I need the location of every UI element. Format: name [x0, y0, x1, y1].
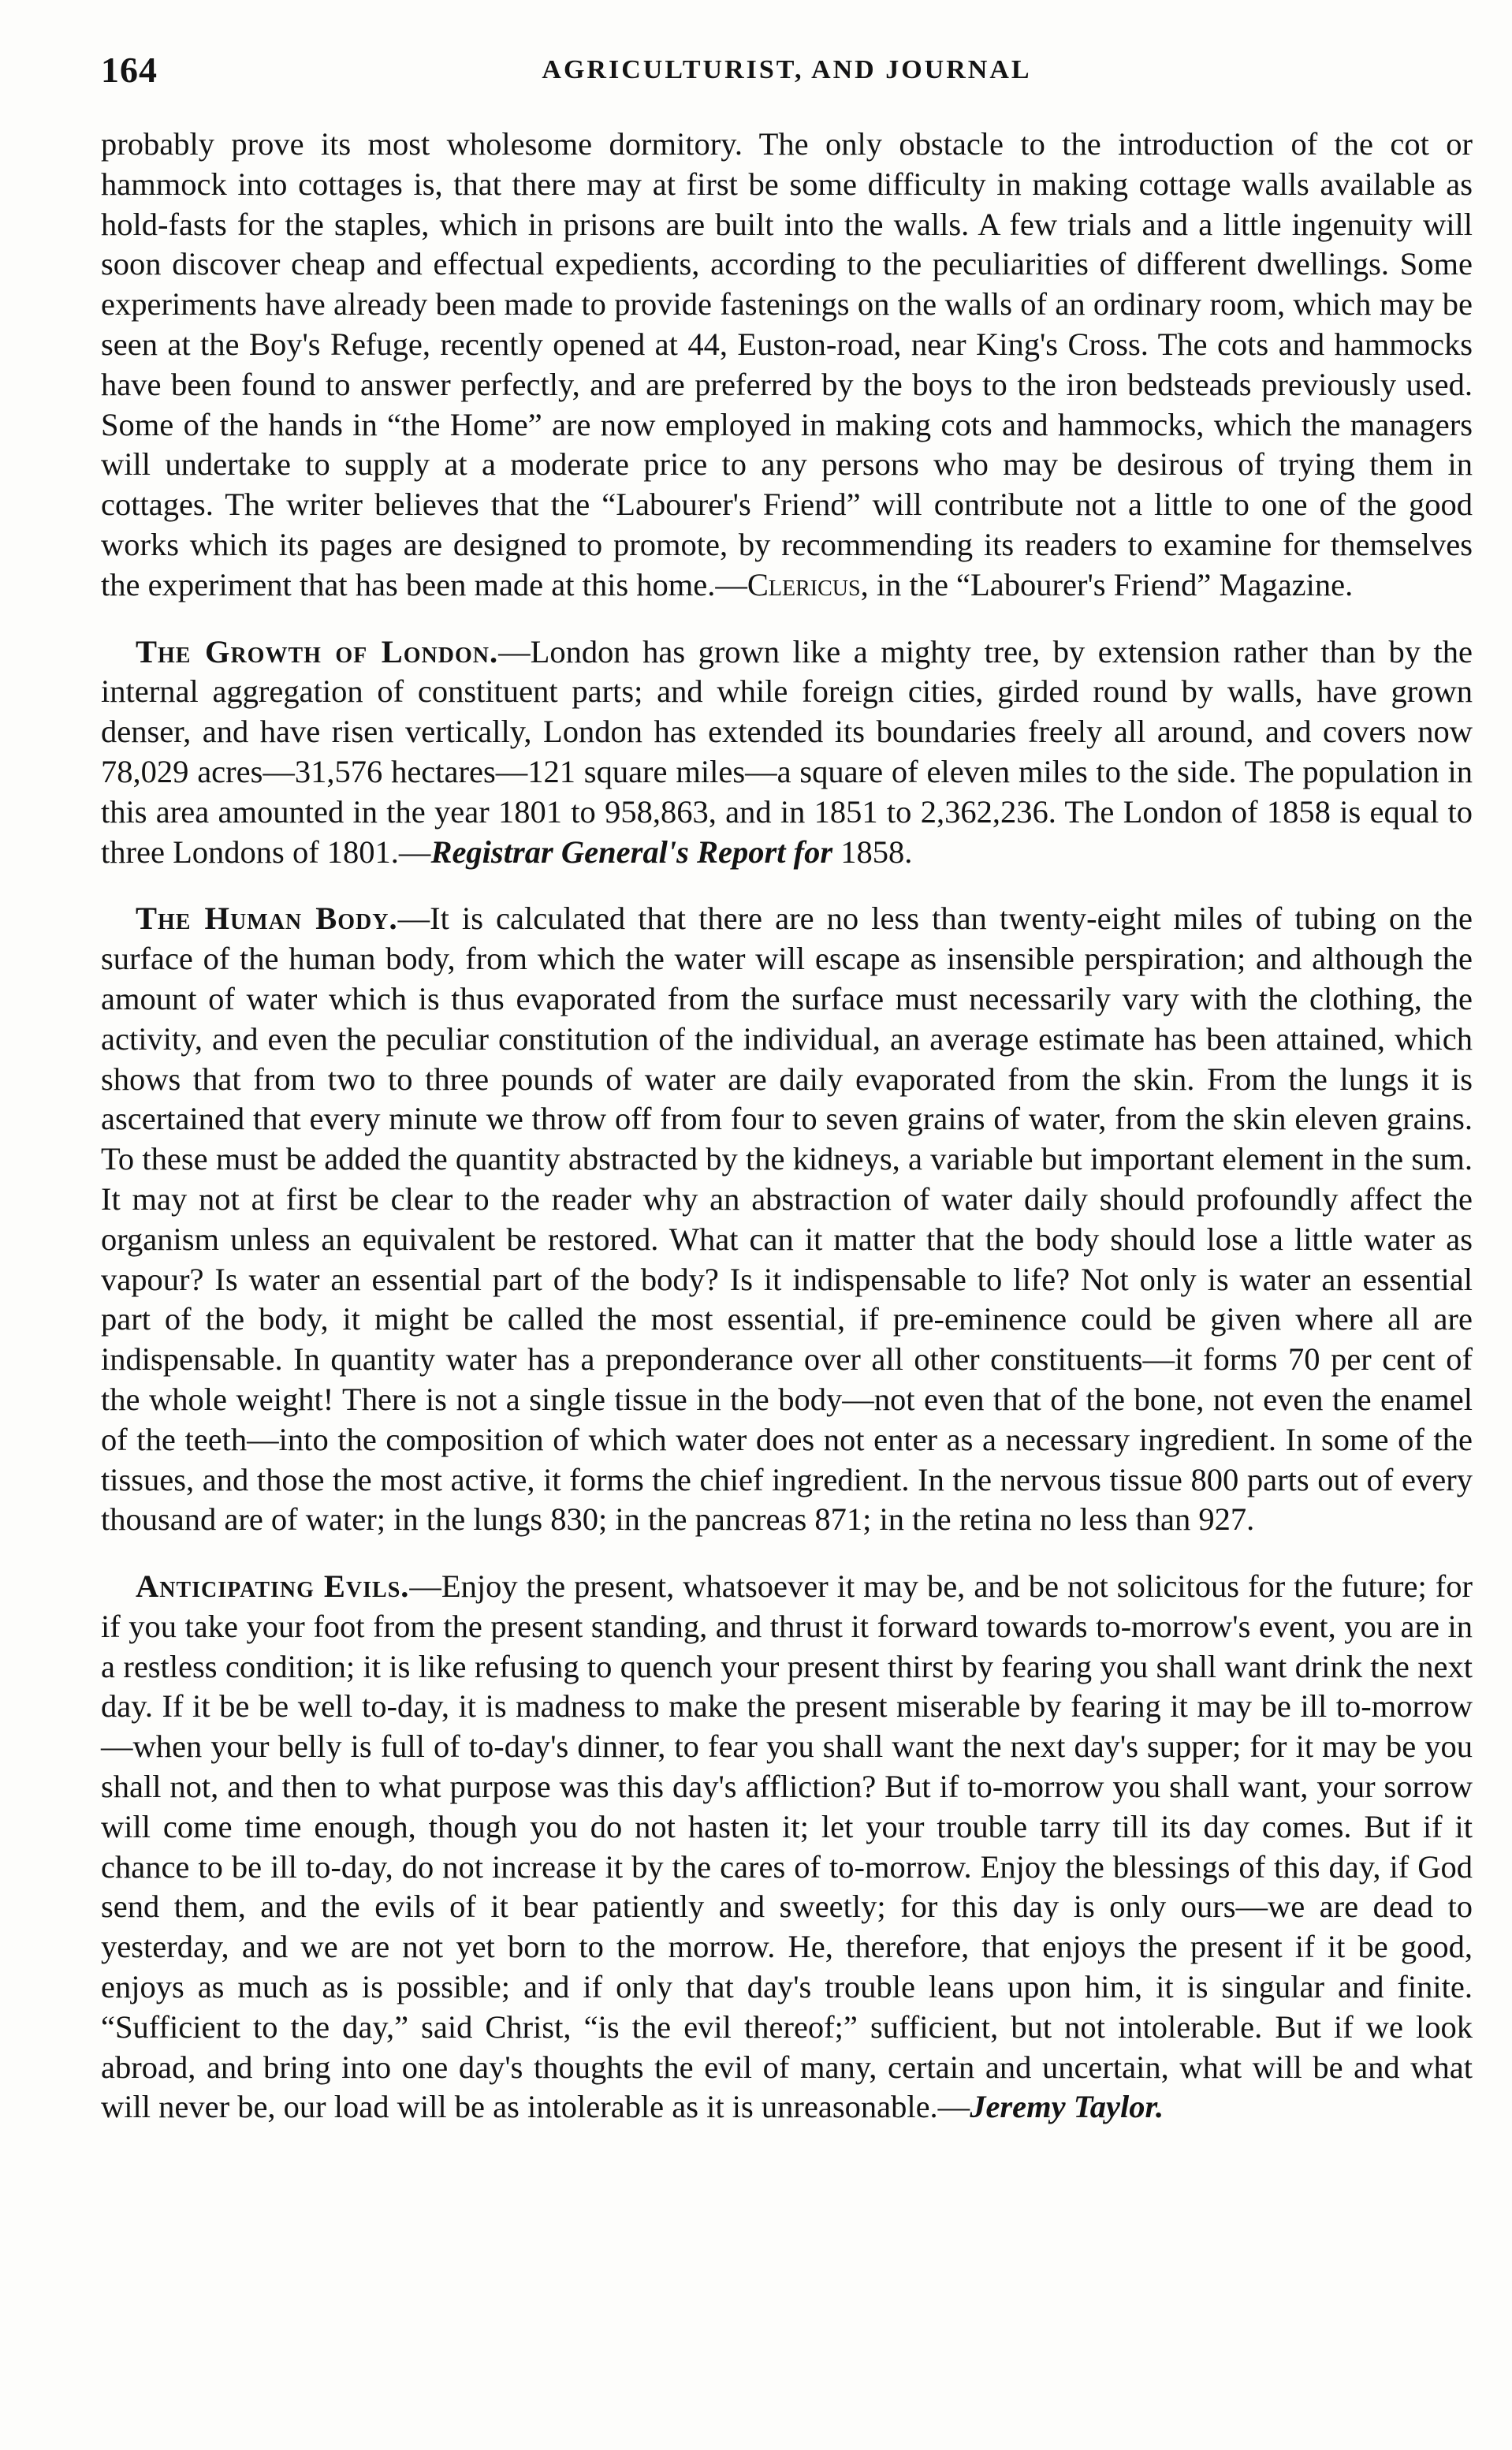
page-header — [101, 49, 1473, 96]
page-number: 164 — [101, 50, 158, 90]
article-source: Registrar General's Report for — [430, 833, 833, 870]
page-body — [101, 125, 1473, 2127]
article-body: —London has grown like a mighty tree, by extension rather than by the internal aggregation of constituent parts; and while foreign cities, girded round by walls, have grown denser, and have risen vertically, London has extended its boundaries freely all around, and covers now 78,029 acres—31,576 hectares—121 square miles—a square of eleven miles to the side. The population in this area amounted in the year 1801 to 958,863, and in 1851 to 2,362,236. The London of 1858 is equal to three Londons of 1801.— — [101, 633, 1473, 870]
running-title: AGRICULTURIST, AND JOURNAL — [542, 55, 1032, 84]
article-body: —It is calculated that there are no less than twenty-eight miles of tubing on the surface of the human body, from which the water will escape as insensible perspiration; and although the amount of water which is thus evaporated from the surface must necessarily vary with the clothing, the activity, and even the peculiar constitution of the individual, an average estimate has been attained, which shows that from two to three pounds of water are daily evaporated from the skin. From the lungs it is ascertained that every minute we throw off from four to seven grains of water, from the skin eleven grains. To these must be added the quantity abstracted by the kidneys, a variable but important element in the sum. It may not at first be clear to the reader why an abstraction of water daily should profoundly affect the organism unless an equivalent be restored. What can it matter that the body should lose a little water as vapour? Is water an essential part of the body? Is it indispensable to life? Not only is water an essential part of the body, it might be called the most essential, if pre-eminence could be given where all are indispensable. In quantity water has a preponderance over all other constituents—it forms 70 per cent of the whole weight! There is not a single tissue in the body—not even that of the bone, not even the enamel of the teeth—into the composition of which water does not enter as a necessary ingredient. In some of the tissues, and those the most active, it forms the chief ingredient. In the nervous tissue 800 parts out of every thousand are of water; in the lungs 830; in the pancreas 871; in the retina no less than 927. — [101, 901, 1473, 1538]
article-source: Jeremy Taylor. — [970, 2089, 1164, 2125]
article-body: —Enjoy the present, whatsoever it may be, and be not solicitous for the future; for if you take your foot from the present standing, and thrust it forward towards to-morrow's event, you are in a restless condition; it is like refusing to quench your present thirst by fearing you shall want drink the next day. If it be be well to-day, it is madness to make the present miserable by fearing it may be ill to-morrow—when your belly is full of to-day's dinner, to fear you shall want the next day's supper; for it may be you shall not, and then to what purpose was this day's affliction? But if to-morrow you shall want, your sorrow will come time enough, though you do not hasten it; let your trouble tarry till its day comes. But if it chance to be ill to-day, do not increase it by the cares of to-morrow. Enjoy the blessings of this day, if God send them, and the evils of it bear patiently and sweetly; for this day is only ours—we are dead to yesterday, and we are not yet born to the morrow. He, therefore, that enjoys the present if it be good, enjoys as much as is possible; and if only that day's trouble leans upon him, it is singular and finite. “Sufficient to the day,” said Christ, “is the evil thereof;” sufficient, but not intolerable. But if we look abroad, and bring into one day's thoughts the evil of many, certain and uncertain, what will be and what will never be, our load will be as intolerable as it is unreasonable.— — [101, 1568, 1473, 2125]
signature: Clericus — [747, 566, 861, 602]
article-body: probably prove its most wholesome dormitory. The only obstacle to the introduction of the cot or hammock into cottages is, that there may at first be some difficulty in making cottage walls available as hold-fasts for the staples, which in prisons are built into the walls. A few trials and a little ingenuity will soon discover cheap and effectual expedients, according to the peculiarities of different dwellings. Some experiments have already been made to provide fastenings on the walls of an ordinary room, which may be seen at the Boy's Refuge, recently opened at 44, Euston-road, near King's Cross. The cots and hammocks have been found to answer perfectly, and are preferred by the boys to the iron bedsteads previously used. Some of the hands in “the Home” are now employed in making cots and hammocks, which the managers will undertake to supply at a moderate price to any persons who may be desirous of trying them in cottages. The writer believes that the “Labourer's Friend” will contribute not a little to one of the good works which its pages are designed to promote, by recommending its readers to examine for themselves the experiment that has been made at this home.— — [101, 126, 1473, 602]
article-heading: The Growth of London. — [136, 633, 499, 669]
article-heading: Anticipating Evils. — [136, 1568, 410, 1605]
article-continuation — [101, 125, 1473, 606]
article-tail: , in the “Labourer's Friend” Magazine. — [860, 566, 1354, 602]
article-growth-of-london — [101, 632, 1473, 873]
article-heading: The Human Body. — [136, 901, 398, 937]
article-anticipating-evils — [101, 1567, 1473, 2127]
article-human-body — [101, 899, 1473, 1540]
article-tail: 1858. — [832, 833, 913, 870]
